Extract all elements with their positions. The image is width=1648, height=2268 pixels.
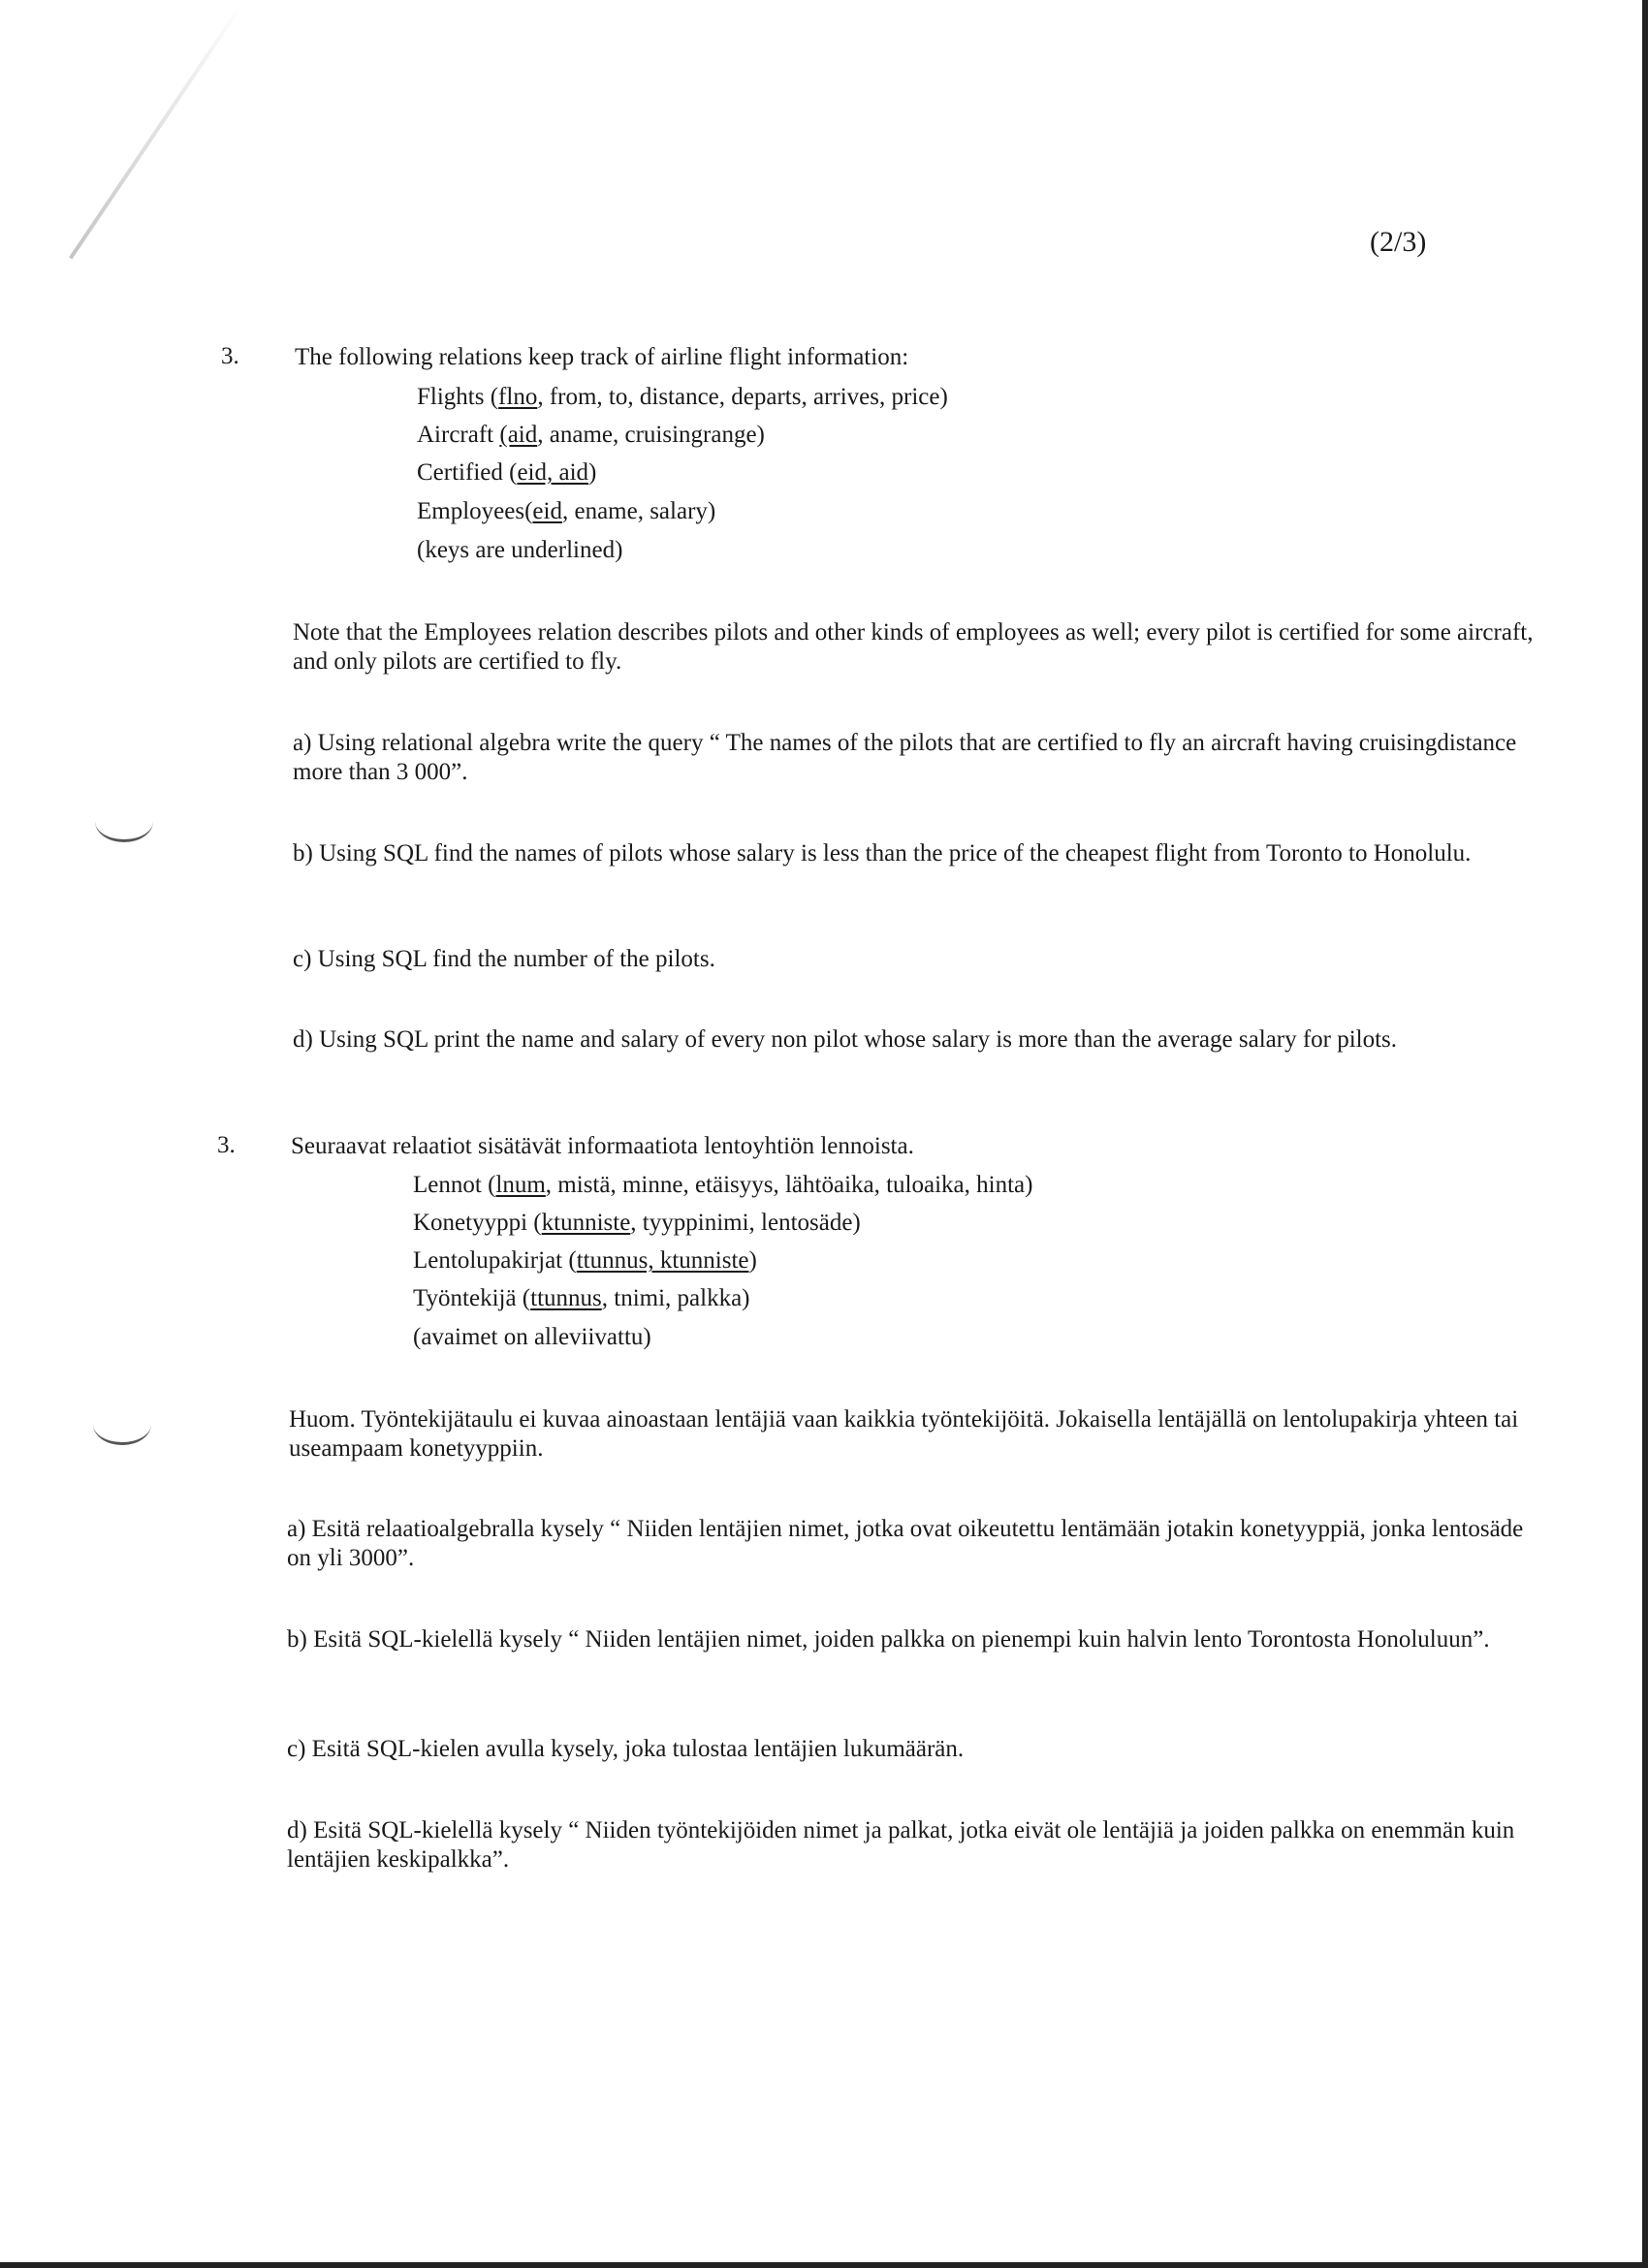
relation-key: eid, aid — [517, 459, 589, 486]
punch-hole-mark — [95, 801, 153, 842]
relation-employees: Employees(eid, ename, salary) — [417, 498, 716, 524]
question-b: b) Using SQL find the names of pilots whose salary is less than the price of the cheapest flight from Toronto to Honolulu. — [293, 840, 1472, 866]
question-number: 3. — [217, 1132, 236, 1158]
question-intro: The following relations keep track of airline flight information: — [295, 344, 909, 370]
relation-key: eid — [532, 498, 562, 524]
question-c: c) Using SQL find the number of the pilots. — [293, 946, 715, 972]
question-intro: Seuraavat relaatiot sisätävät informaatiota lentoyhtiön lennoista. — [291, 1133, 914, 1159]
relation-lennot: Lennot (lnum, mistä, minne, etäisyys, lähtöaika, tuloaika, hinta) — [413, 1172, 1033, 1198]
relation-key: ktunniste — [541, 1210, 631, 1236]
keys-note: (keys are underlined) — [417, 537, 623, 563]
relation-key: ttunnus — [530, 1285, 602, 1311]
relation-flights: Flights (flno, from, to, distance, departs, arrives, price) — [417, 384, 948, 410]
scan-fold-mark — [69, 0, 245, 260]
keys-note: (avaimet on alleviivattu) — [413, 1324, 651, 1350]
note-paragraph: Huom. Työntekijätaulu ei kuvaa ainoastaan lentäjiä vaan kaikkia työntekijöitä. Jokaisella lentäjällä on lentolupakirja yhteen tai useampaam konetyyppiin. — [289, 1406, 1519, 1462]
punch-hole-mark — [93, 1403, 151, 1445]
relation-key: (aid — [499, 422, 538, 448]
question-d: d) Using SQL print the name and salary of every non pilot whose salary is more than the average salary for pilots. — [293, 1026, 1398, 1053]
question-number: 3. — [221, 343, 239, 369]
relation-certified: Certified (eid, aid) — [417, 459, 597, 486]
note-paragraph: Note that the Employees relation describes pilots and other kinds of employees as well; every pilot is certified for some aircraft, and only pilots are certified to fly. — [293, 619, 1534, 675]
relation-key: ttunnus, ktunniste — [576, 1247, 749, 1274]
scan-edge — [1642, 0, 1648, 2268]
relation-key: flno — [498, 384, 538, 410]
relation-aircraft: Aircraft (aid, aname, cruisingrange) — [417, 422, 765, 448]
scan-edge — [0, 2262, 1648, 2268]
question-d: d) Esitä SQL-kielellä kysely “ Niiden työntekijöiden nimet ja palkat, jotka eivät ole lentäjiä ja joiden palkka on enemmän kuin lentäjien keskipalkka”. — [287, 1817, 1515, 1873]
relation-tyontekija: Työntekijä (ttunnus, tnimi, palkka) — [413, 1285, 750, 1311]
question-a: a) Esitä relaatioalgebralla kysely “ Niiden lentäjien nimet, jotka ovat oikeutettu lentämään jotakin konetyyppiä, jonka lentosäde on yli 3000”. — [287, 1516, 1524, 1571]
relation-lentolupakirjat: Lentolupakirjat (ttunnus, ktunniste) — [413, 1247, 757, 1274]
question-a: a) Using relational algebra write the query “ The names of the pilots that are certified to fly an aircraft having cruisingdistance more than 3 000”. — [293, 730, 1517, 785]
page-number: (2/3) — [1370, 226, 1427, 258]
relation-key: lnum — [495, 1172, 546, 1198]
question-c: c) Esitä SQL-kielen avulla kysely, joka tulostaa lentäjien lukumäärän. — [287, 1736, 965, 1762]
relation-konetyyppi: Konetyyppi (ktunniste, tyyppinimi, lentosäde) — [413, 1210, 861, 1236]
question-b: b) Esitä SQL-kielellä kysely “ Niiden lentäjien nimet, joiden palkka on pienempi kuin halvin lento Torontosta Honoluluun”. — [287, 1626, 1490, 1653]
